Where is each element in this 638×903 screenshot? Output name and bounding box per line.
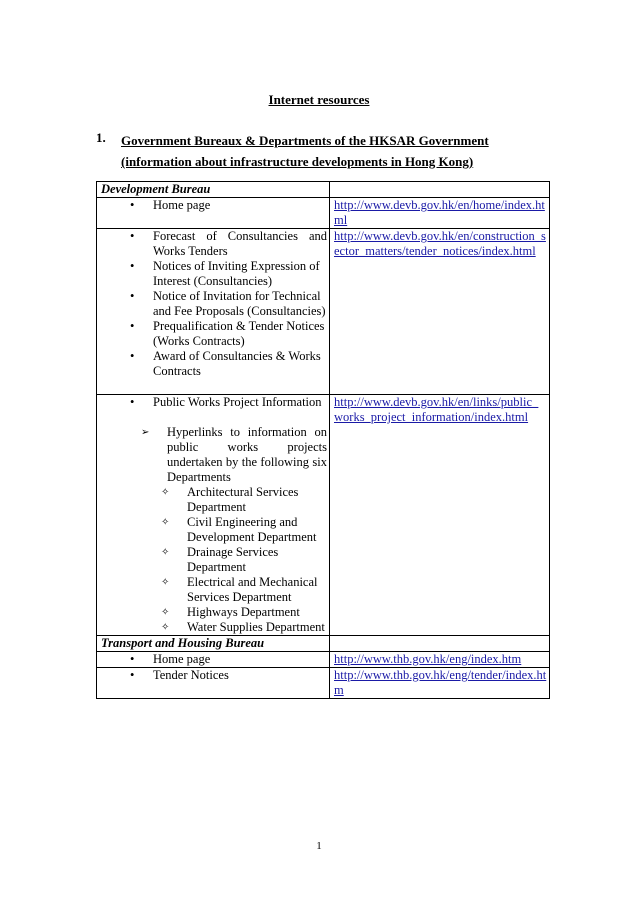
table-row: [97, 668, 550, 699]
list-item: • Home page: [101, 198, 327, 213]
table-row: [97, 182, 550, 198]
section-heading-line1: Government Bureaux & Departments of the HKSAR Government: [121, 133, 489, 148]
link-cell: [330, 229, 550, 395]
devb-tender-link[interactable]: http://www.devb.gov.hk/en/construction_sector_matters/tender_notices/index.html: [334, 229, 546, 258]
devb-home-link[interactable]: http://www.devb.gov.hk/en/home/index.html: [334, 198, 545, 227]
department-item: ✧ Architectural Services Department: [101, 485, 327, 515]
category-thb: Transport and Housing Bureau: [97, 636, 330, 652]
devb-pwp-link[interactable]: http://www.devb.gov.hk/en/links/public_works_project_information/index.html: [334, 395, 539, 424]
list-item: • Home page: [101, 652, 327, 667]
resource-cell: [97, 668, 330, 699]
list-item: • Prequalification & Tender Notices (Works Contracts): [101, 319, 327, 349]
department-item: ✧ Civil Engineering and Development Department: [101, 515, 327, 545]
table-row: [97, 198, 550, 229]
table-row: [97, 229, 550, 395]
list-item: • Public Works Project Information: [101, 395, 327, 410]
department-item: ✧ Drainage Services Department: [101, 545, 327, 575]
list-item: • Award of Consultancies & Works Contracts: [101, 349, 327, 379]
resource-cell: [97, 198, 330, 229]
category-devb: Development Bureau: [97, 182, 330, 198]
resource-cell: [97, 229, 330, 395]
department-item: ✧ Water Supplies Department: [101, 620, 327, 635]
section-heading: [121, 130, 521, 172]
table-row: [97, 636, 550, 652]
resources-table: [96, 181, 550, 699]
empty-cell: [330, 182, 550, 198]
thb-tender-link[interactable]: http://www.thb.gov.hk/eng/tender/index.htm: [334, 668, 547, 697]
table-row: [97, 652, 550, 668]
page-title: Internet resources: [268, 92, 370, 107]
resource-cell: [97, 395, 330, 636]
department-item: ✧ Highways Department: [101, 605, 327, 620]
thb-home-link[interactable]: http://www.thb.gov.hk/eng/index.htm: [334, 652, 522, 666]
list-item: • Notice of Invitation for Technical and Fee Proposals (Consultancies): [101, 289, 327, 319]
list-item: • Notices of Inviting Expression of Interest (Consultancies): [101, 259, 327, 289]
sub-list-item: ➢ Hyperlinks to information on public works projects undertaken by the following six Departments: [101, 425, 327, 485]
link-cell: [330, 668, 550, 699]
page-number: 1: [316, 840, 322, 852]
department-item: ✧ Electrical and Mechanical Services Department: [101, 575, 327, 605]
link-cell: [330, 198, 550, 229]
resource-cell: [97, 652, 330, 668]
section-heading-line2: (information about infrastructure developments in Hong Kong): [121, 154, 474, 169]
list-item: • Tender Notices: [101, 668, 327, 683]
link-cell: [330, 652, 550, 668]
list-item: • Forecast of Consultancies and Works Tenders: [101, 229, 327, 259]
table-row: [97, 395, 550, 636]
empty-cell: [330, 636, 550, 652]
link-cell: [330, 395, 550, 636]
section-number: 1.: [96, 130, 106, 145]
